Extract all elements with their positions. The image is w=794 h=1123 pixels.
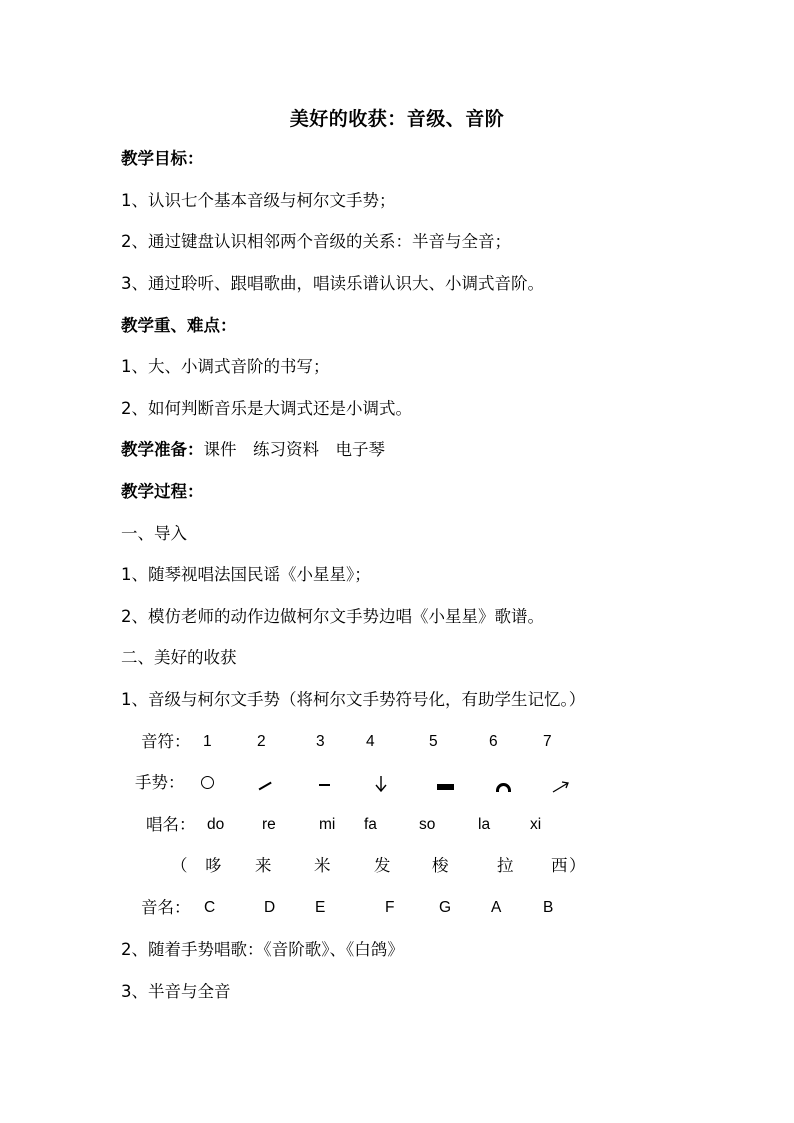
note-name-cell: G: [439, 899, 452, 916]
dash-icon: [319, 784, 330, 786]
note-cell: 7: [543, 733, 552, 750]
bar-icon: [437, 784, 454, 790]
gestures-row-label: 手势：: [135, 773, 185, 792]
solfege-cell: do: [207, 816, 225, 833]
note-cell: 2: [257, 733, 266, 750]
open-paren: （: [171, 856, 188, 875]
preparation-text: 课件 练习资料 电子琴: [203, 440, 385, 459]
syllable-cell: 梭: [432, 856, 449, 875]
section1-item-1: 1、随琴视唱法国民谣《小星星》；: [121, 565, 371, 584]
arc-icon: [496, 783, 511, 792]
note-cell: 6: [489, 733, 498, 750]
solfege-cell: la: [478, 816, 491, 833]
section1-title: 一、导入: [121, 524, 187, 543]
solfege-row-label: 唱名：: [146, 815, 196, 834]
solfege-cell: re: [262, 816, 276, 833]
slash-icon: [259, 782, 272, 790]
circle-icon: [201, 776, 214, 789]
note-cell: 1: [203, 733, 212, 750]
section2-item-2: 2、随着手势唱歌：《音阶歌》、《白鸽》: [121, 940, 404, 959]
note-cell: 4: [366, 733, 375, 750]
up-right-arrow-icon: [551, 780, 571, 794]
objective-item-2: 2、通过键盘认识相邻两个音级的关系：半音与全音；: [121, 232, 511, 251]
key-point-item-1: 1、大、小调式音阶的书写；: [121, 357, 330, 376]
note-names-row-label: 音名：: [141, 898, 191, 917]
page-title: 美好的收获：音级、音阶: [289, 108, 505, 130]
syllable-cell: 发: [374, 856, 391, 875]
note-name-cell: E: [315, 899, 326, 916]
key-points-heading: 教学重、难点：: [121, 316, 237, 335]
syllable-cell: 西: [551, 856, 568, 875]
solfege-cell: so: [419, 816, 436, 833]
notes-row-label: 音符：: [141, 732, 191, 751]
key-point-item-2: 2、如何判断音乐是大调式还是小调式。: [121, 399, 412, 418]
preparation-heading: 教学准备：: [121, 440, 204, 459]
note-name-cell: D: [264, 899, 276, 916]
syllable-cell: 米: [314, 856, 331, 875]
note-cell: 3: [316, 733, 325, 750]
solfege-cell: xi: [530, 816, 542, 833]
section1-item-2: 2、模仿老师的动作边做柯尔文手势边唱《小星星》歌谱。: [121, 607, 544, 626]
close-paren: ）: [569, 856, 586, 875]
process-heading: 教学过程：: [121, 482, 204, 501]
solfege-cell: fa: [364, 816, 377, 833]
section2-title: 二、美好的收获: [121, 648, 237, 667]
note-name-cell: F: [385, 899, 395, 916]
syllable-cell: 来: [255, 856, 272, 875]
section2-item-1: 1、音级与柯尔文手势（将柯尔文手势符号化，有助学生记忆。）: [121, 690, 586, 709]
preparation-line: [121, 439, 385, 461]
objective-item-1: 1、认识七个基本音级与柯尔文手势；: [121, 191, 396, 210]
note-cell: 5: [429, 733, 438, 750]
syllable-cell: 拉: [497, 856, 514, 875]
down-arrow-icon: [374, 775, 388, 793]
note-name-cell: A: [491, 899, 502, 916]
note-name-cell: C: [204, 899, 216, 916]
solfege-cell: mi: [319, 816, 336, 833]
section2-item-3: 3、半音与全音: [121, 982, 231, 1001]
objectives-heading: 教学目标：: [121, 149, 204, 168]
objective-item-3: 3、通过聆听、跟唱歌曲，唱读乐谱认识大、小调式音阶。: [121, 274, 544, 293]
note-name-cell: B: [543, 899, 554, 916]
syllable-cell: 哆: [205, 856, 222, 875]
